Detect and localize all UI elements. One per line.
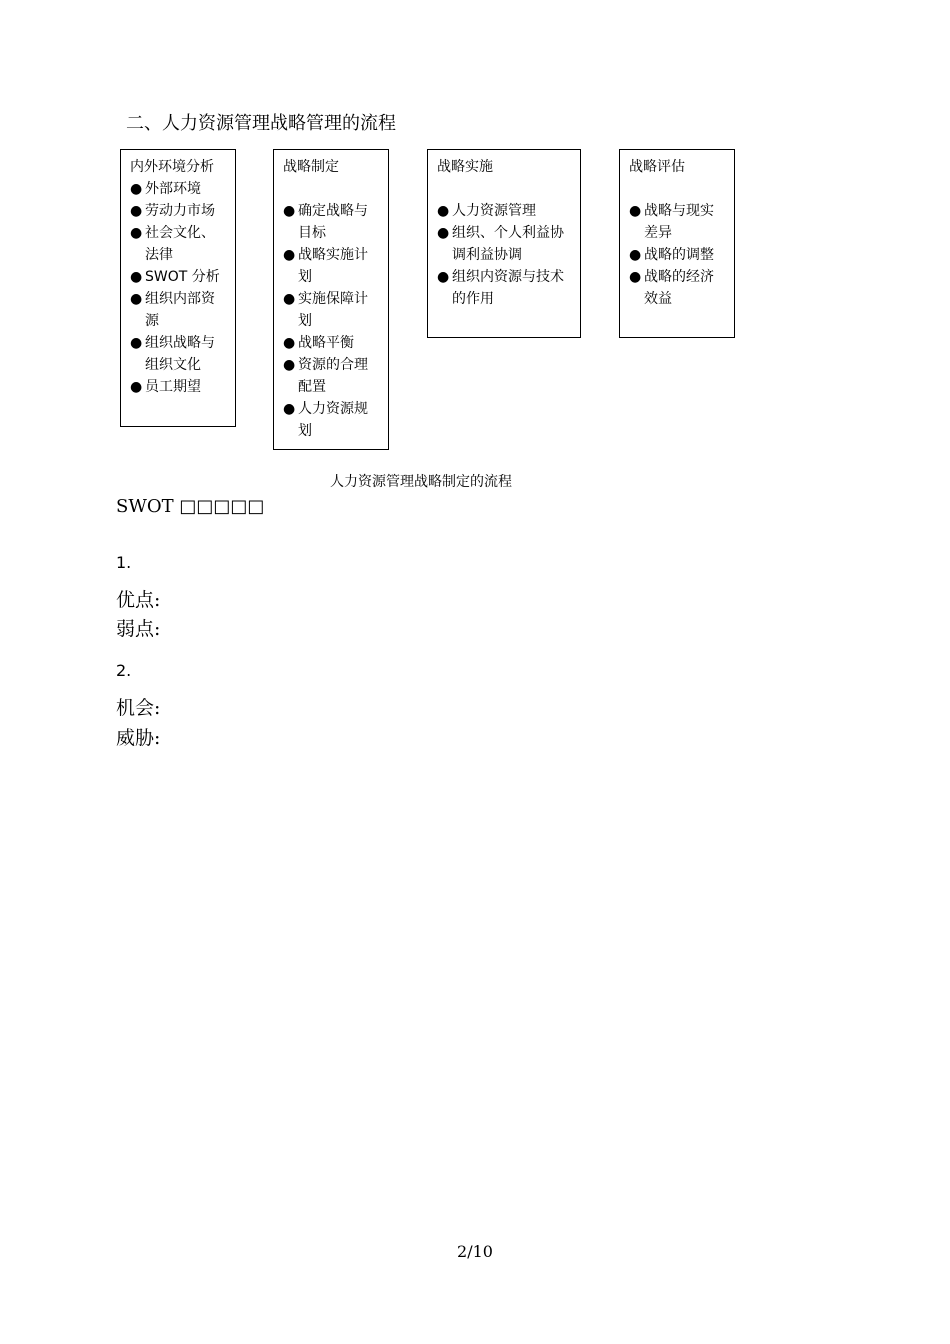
item-text: 战略的调整 [644,247,714,263]
item-text: 资源的合理配置 [298,357,368,395]
box-title: 战略实施 [437,159,493,175]
list-item [130,266,227,288]
bullet-icon: ● [130,291,143,307]
bullet-icon: ● [629,247,642,263]
item-text: 战略的经济效益 [644,269,714,307]
item-text: 组织内资源与技术的作用 [452,269,564,307]
list-item [130,332,227,376]
box-title: 战略制定 [283,159,339,175]
opportunities-label: 机会: [116,697,161,719]
bullet-icon: ● [130,269,143,285]
bullet-icon: ● [629,269,642,285]
bullet-icon: ● [437,225,450,241]
list-item [130,288,227,332]
weaknesses-label: 弱点: [116,618,161,640]
item-text: 组织内部资源 [145,291,215,329]
item-text: 员工期望 [145,379,201,395]
bullet-icon: ● [130,203,143,219]
section-number: 1. [116,553,132,572]
box-item-list [130,178,227,398]
box-title: 内外环境分析 [130,159,214,175]
item-text: 战略实施计划 [298,247,368,285]
strengths-label: 优点: [116,589,161,611]
list-item [130,376,227,398]
item-text: 战略与现实差异 [644,203,714,241]
strategy-formulation-box [273,149,389,450]
box-title: 战略评估 [629,159,685,175]
swot-title: SWOT □□□□□ [116,496,265,517]
list-item [283,332,380,354]
list-item [629,200,726,244]
box-item-list [283,200,380,442]
bullet-icon: ● [283,357,296,373]
item-text: 确定战略与目标 [298,203,368,241]
list-item [437,222,572,266]
box-item-list [629,200,726,310]
page-number: 2/10 [457,1242,493,1261]
bullet-icon: ● [283,335,296,351]
list-item [629,244,726,266]
list-item [283,354,380,398]
bullet-icon: ● [283,203,296,219]
bullet-icon: ● [130,181,143,197]
bullet-icon: ● [283,401,296,417]
figure-caption: 人力资源管理战略制定的流程 [330,474,512,490]
item-text: 劳动力市场 [145,203,215,219]
bullet-icon: ● [629,203,642,219]
list-item [437,266,572,310]
strategy-evaluation-box [619,149,735,338]
list-item [283,398,380,442]
list-item [437,200,572,222]
bullet-icon: ● [130,379,143,395]
bullet-icon: ● [130,335,143,351]
environment-analysis-box [120,149,236,427]
section-number: 2. [116,661,132,680]
item-text: 人力资源规划 [298,401,368,439]
bullet-icon: ● [283,247,296,263]
item-text: 外部环境 [145,181,201,197]
list-item [130,222,227,266]
list-item [130,178,227,200]
bullet-icon: ● [130,225,143,241]
bullet-icon: ● [437,203,450,219]
bullet-icon: ● [437,269,450,285]
list-item [283,244,380,288]
item-text: 组织战略与组织文化 [145,335,215,373]
item-text: 实施保障计划 [298,291,368,329]
list-item [130,200,227,222]
item-text: 社会文化、法律 [145,225,215,263]
item-text: 战略平衡 [298,335,354,351]
list-item [283,288,380,332]
threats-label: 威胁: [116,727,161,749]
section-heading: 二、人力资源管理战略管理的流程 [126,113,396,134]
item-text: SWOT 分析 [145,269,220,285]
box-item-list [437,200,572,310]
list-item [283,200,380,244]
strategy-implementation-box [427,149,581,338]
list-item [629,266,726,310]
item-text: 组织、个人利益协调利益协调 [452,225,564,263]
bullet-icon: ● [283,291,296,307]
item-text: 人力资源管理 [452,203,536,219]
